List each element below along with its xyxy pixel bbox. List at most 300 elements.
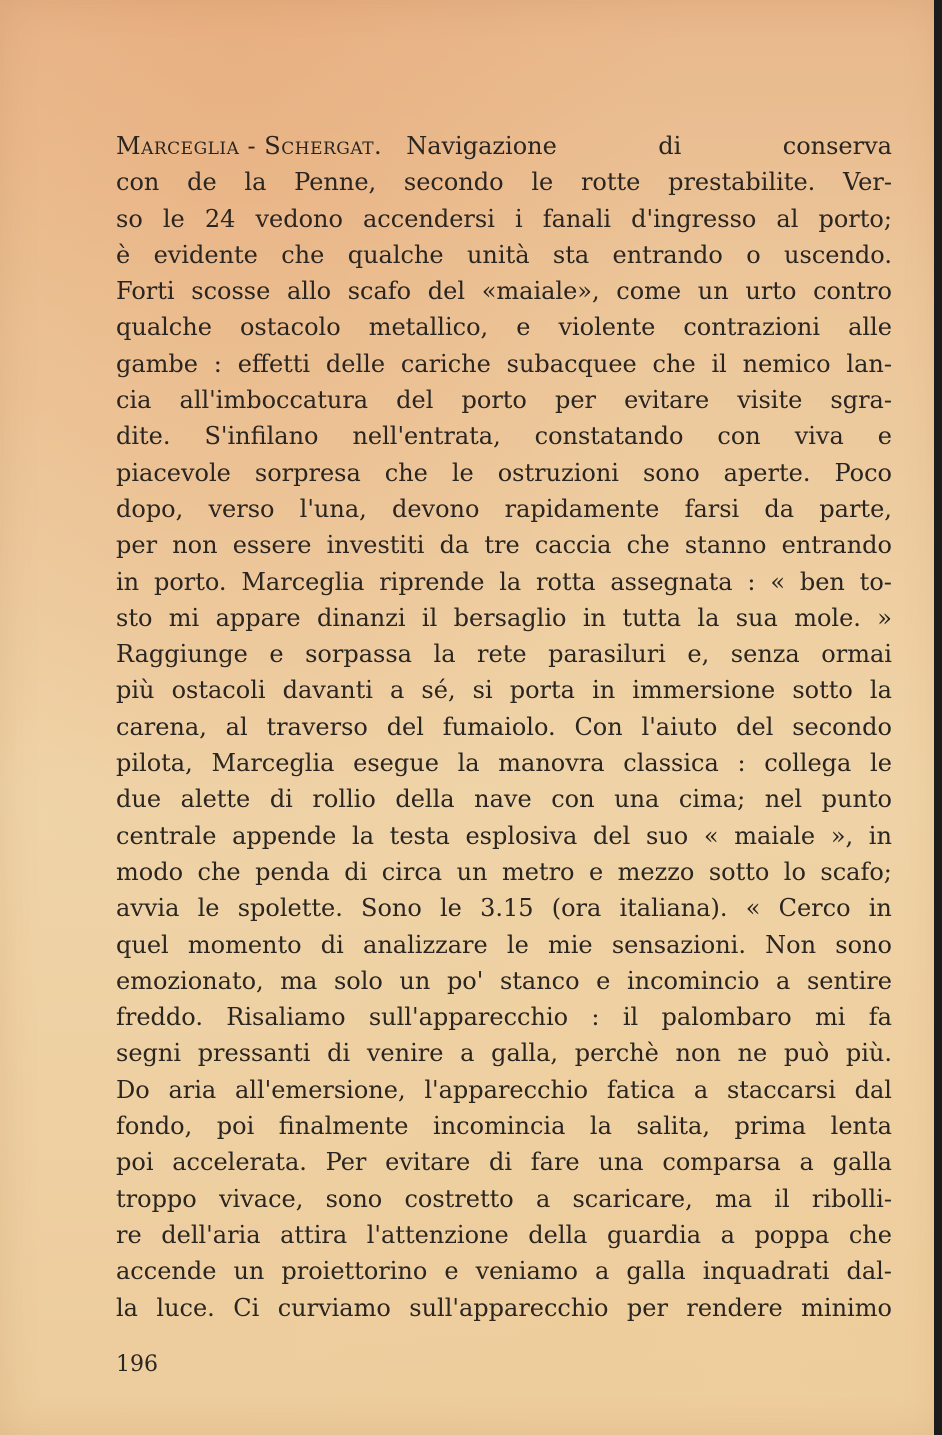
word: appare [215, 603, 301, 632]
text-line [116, 1108, 892, 1144]
word: la [457, 749, 480, 778]
word: dopo, [116, 494, 184, 523]
word: da [439, 531, 470, 560]
word: la [116, 1293, 138, 1322]
word: inquadrati [702, 1257, 830, 1286]
word: classica [623, 749, 719, 778]
word: la [589, 1112, 612, 1141]
word: a [460, 1039, 475, 1068]
word: bersaglio [453, 603, 567, 632]
word: », [830, 821, 854, 850]
word: S'infilano [204, 422, 319, 451]
word: nave [474, 785, 532, 814]
body-text [116, 128, 892, 1326]
word: Penne, [294, 168, 377, 197]
word: in [582, 603, 606, 632]
text-line [116, 745, 892, 781]
word: rollio [312, 785, 376, 814]
word: emozionato, [116, 966, 264, 995]
word: secondo [403, 168, 504, 197]
word: che [626, 531, 670, 560]
word: centrale [116, 821, 217, 850]
word: della [528, 1220, 588, 1249]
text-line [116, 273, 892, 309]
word: fondo, [116, 1112, 193, 1141]
word: mole. [794, 603, 861, 632]
word: accende [116, 1257, 217, 1286]
word: parasiluri [548, 640, 666, 669]
text-line [116, 963, 892, 999]
word: il [421, 603, 438, 632]
word: vedono [255, 204, 343, 233]
word: suo [645, 821, 689, 850]
word: analizzare [363, 930, 488, 959]
text-line [116, 999, 892, 1035]
word: ma [714, 1184, 753, 1213]
word: immersione [632, 676, 776, 705]
word: sono [325, 1184, 383, 1213]
word: farsi [684, 494, 740, 523]
word: di [658, 132, 682, 160]
word: nemico [742, 349, 831, 378]
word: un [697, 277, 729, 306]
word: una [614, 785, 660, 814]
word: Marceglia [211, 749, 335, 778]
word: Ci [233, 1293, 260, 1322]
word: all'imboccatura [179, 386, 369, 415]
word: unità [466, 240, 530, 269]
word: senza [730, 640, 800, 669]
word: Ver- [843, 168, 892, 197]
word: incomincio [626, 966, 760, 995]
word: all'emersione, [234, 1075, 406, 1104]
word: viva [794, 422, 844, 451]
word: cia [116, 386, 152, 415]
word: assegnata [610, 567, 733, 596]
word: finalmente [278, 1112, 409, 1141]
word: accendersi [363, 204, 495, 233]
word: maiale [734, 821, 816, 850]
word: le [451, 458, 474, 487]
text-line [116, 1253, 892, 1289]
word: rapidamente [504, 494, 660, 523]
word: pilota, [116, 749, 193, 778]
word: rotta [536, 567, 596, 596]
word: un [233, 1257, 265, 1286]
word: investiti [326, 531, 425, 560]
word: a [776, 966, 791, 995]
word: in [868, 894, 892, 923]
text-line [116, 781, 892, 817]
word: galla [832, 1148, 892, 1177]
word: Marceglia [241, 567, 365, 596]
text-line [116, 1290, 892, 1326]
text-line [116, 1181, 892, 1217]
word: una [598, 1148, 644, 1177]
word: l'aiuto [641, 712, 718, 741]
word: dell'aria [161, 1220, 261, 1249]
text-line [116, 709, 892, 745]
word: esegue [353, 749, 439, 778]
word: collega [764, 749, 852, 778]
word: lan- [846, 349, 892, 378]
word: di [320, 930, 344, 959]
word: sto [116, 603, 153, 632]
word: luce. [156, 1293, 215, 1322]
text-line [116, 600, 892, 636]
word: prestabilite. [668, 168, 816, 197]
word: mezzo [617, 857, 695, 886]
word: sua [735, 603, 778, 632]
word: visite [737, 386, 803, 415]
word: sé, [421, 676, 456, 705]
word: testa [389, 821, 450, 850]
text-line [116, 455, 892, 491]
word: solo [333, 966, 383, 995]
word: le [870, 749, 892, 778]
word: tre [484, 531, 520, 560]
word: del [396, 386, 434, 415]
word: « [703, 821, 719, 850]
word: to- [859, 567, 892, 596]
word: dal- [846, 1257, 892, 1286]
word: Con [574, 712, 623, 741]
text-line [116, 201, 892, 237]
word: subacquee [506, 349, 637, 378]
word: fumaiolo. [442, 712, 556, 741]
word: nell'entrata, [352, 422, 501, 451]
word: contrazioni [683, 313, 821, 342]
word: a [720, 1220, 735, 1249]
word: la [244, 168, 267, 197]
word: minimo [801, 1293, 892, 1322]
text-line-0 [406, 128, 892, 164]
word: Per [325, 1148, 367, 1177]
word: e [516, 313, 531, 342]
word: la [697, 603, 720, 632]
word: avvia [116, 894, 180, 923]
word: poi [116, 1148, 154, 1177]
word: allo [286, 277, 332, 306]
word: metallico, [368, 313, 489, 342]
word: evidente [153, 240, 258, 269]
word: Poco [834, 458, 892, 487]
word: effetti [237, 349, 311, 378]
word: da [764, 494, 795, 523]
word: ostacolo [239, 313, 341, 342]
word: delle [325, 349, 386, 378]
word: galla [626, 1257, 686, 1286]
text-line [116, 491, 892, 527]
word: scafo; [820, 857, 892, 886]
word: accelerata. [172, 1148, 307, 1177]
word: « [745, 894, 761, 923]
word: sgra- [830, 386, 892, 415]
word: esplosiva [465, 821, 578, 850]
word: le [531, 168, 554, 197]
word: si [472, 676, 493, 705]
word: il [774, 1184, 790, 1213]
word: urto [745, 277, 797, 306]
word: appende [232, 821, 337, 850]
word: le [197, 894, 220, 923]
word: mi [815, 1003, 846, 1032]
word: conserva [782, 132, 892, 160]
word: e [444, 1257, 459, 1286]
word: con [717, 422, 761, 451]
text-line [116, 1144, 892, 1180]
word: carena, [116, 712, 207, 741]
text-line [116, 527, 892, 563]
word: modo [116, 857, 184, 886]
text-line [116, 1072, 892, 1108]
word: porto. [153, 567, 227, 596]
word: qualche [116, 313, 212, 342]
word: stanno [684, 531, 767, 560]
word: : [591, 1003, 600, 1032]
word: dinanzi [316, 603, 406, 632]
word: re [116, 1220, 142, 1249]
word: fa [868, 1003, 892, 1032]
word: traverso [266, 712, 368, 741]
word: Cerco [778, 894, 851, 923]
word: di [488, 1148, 513, 1177]
word: d'ingresso [631, 204, 757, 233]
word: circa [381, 857, 443, 886]
word: spolette. [237, 894, 343, 923]
word: di [327, 1039, 351, 1068]
word: del [427, 277, 466, 306]
word: il [711, 349, 727, 378]
word: dal [854, 1075, 892, 1104]
word: del [593, 821, 631, 850]
word: palombaro [661, 1003, 792, 1032]
text-line [116, 1035, 892, 1071]
word: poppa [754, 1220, 830, 1249]
word: e [588, 857, 604, 886]
word: l'attenzione [366, 1220, 509, 1249]
word: del [386, 712, 424, 741]
word: evitare [624, 386, 710, 415]
text-line [116, 418, 892, 454]
word: Non [765, 930, 817, 959]
word: porto; [818, 204, 892, 233]
word: la [869, 676, 892, 705]
word: momento [187, 930, 302, 959]
word: come [616, 277, 682, 306]
word: metro [501, 857, 575, 886]
word: in [116, 567, 140, 596]
word: alette [180, 785, 251, 814]
word: constatando [534, 422, 684, 451]
word: di [344, 857, 368, 886]
word: mie [548, 930, 593, 959]
word: scosse [191, 277, 271, 306]
word: della [395, 785, 455, 814]
word: Do [116, 1075, 150, 1104]
word: perchè [574, 1039, 659, 1068]
word: costretto [404, 1184, 514, 1213]
word: al [225, 712, 248, 741]
word: comparsa [662, 1148, 781, 1177]
word: fare [530, 1148, 580, 1177]
word: freddo. [116, 1003, 203, 1032]
word: (ora [551, 894, 602, 923]
word: che [384, 458, 428, 487]
word: cariche [400, 349, 491, 378]
word: pressanti [197, 1039, 311, 1068]
word: che [652, 349, 696, 378]
word: il [622, 1003, 639, 1032]
word: ostruzioni [497, 458, 619, 487]
word: sono [642, 458, 700, 487]
word: tutta [622, 603, 682, 632]
word: un [399, 966, 431, 995]
word: porta [509, 676, 575, 705]
text-line [116, 1217, 892, 1253]
word: aria [168, 1075, 217, 1104]
text-line [116, 309, 892, 345]
word: rotte [580, 168, 641, 197]
word: 3.15 [480, 894, 534, 923]
word: : [747, 567, 756, 596]
word: proiettorino [281, 1257, 428, 1286]
word: de [187, 168, 217, 197]
word: che [197, 857, 241, 886]
word: e, [687, 640, 710, 669]
word: la [352, 821, 374, 850]
word: aperte. [723, 458, 811, 487]
word: a [390, 676, 405, 705]
word: e [269, 640, 284, 669]
text-line [116, 636, 892, 672]
opening-names: Marceglia - Schergat. [116, 132, 383, 160]
word: veniamo [475, 1257, 578, 1286]
word: le [506, 930, 529, 959]
word: un [456, 857, 488, 886]
word: attira [280, 1220, 348, 1249]
word: : [213, 349, 222, 378]
word: guardia [607, 1220, 701, 1249]
word: sentire [806, 966, 892, 995]
word: con [116, 168, 160, 197]
word: può [783, 1039, 830, 1068]
word: fanali [542, 204, 612, 233]
word: segni [116, 1039, 182, 1068]
word: in [868, 821, 892, 850]
text-line-first [116, 128, 892, 164]
word: scafo [347, 277, 412, 306]
word: sotto [708, 857, 770, 886]
word: sorpassa [305, 640, 412, 669]
word: 24 [204, 204, 236, 233]
word: sta [552, 240, 590, 269]
word: più [116, 676, 155, 705]
word: stanco [499, 966, 580, 995]
word: che [281, 240, 325, 269]
word: entrando [612, 240, 723, 269]
word: mi [168, 603, 200, 632]
word: Raggiunge [116, 640, 248, 669]
word: con [551, 785, 595, 814]
word: venire [366, 1039, 444, 1068]
text-line [116, 564, 892, 600]
word: so [116, 204, 143, 233]
word: poi [216, 1112, 255, 1141]
word: più. [845, 1039, 892, 1068]
word: salita, [636, 1112, 710, 1141]
word: è [116, 240, 131, 269]
text-line [116, 346, 892, 382]
word: e [877, 422, 892, 451]
word: a [693, 1075, 709, 1104]
word: staccarsi [726, 1075, 836, 1104]
word: evitare [385, 1148, 471, 1177]
word: l'apparecchio [424, 1075, 589, 1104]
word: « [770, 567, 786, 596]
word: sensazioni. [611, 930, 746, 959]
word: prima [734, 1112, 807, 1141]
word: riprende [379, 567, 485, 596]
word: ostacoli [171, 676, 266, 705]
word: contro [813, 277, 892, 306]
word: incomincia [433, 1112, 566, 1141]
word: troppo [116, 1184, 197, 1213]
word: qualche [347, 240, 444, 269]
text-lines [116, 164, 892, 1326]
word: essere [232, 531, 312, 560]
word: uscendo. [784, 240, 892, 269]
word: per [554, 386, 597, 415]
word: » [877, 603, 892, 632]
word: secondo [792, 712, 892, 741]
word: Forti [116, 277, 175, 306]
word: dite. [116, 422, 171, 451]
word: gambe [116, 349, 198, 378]
word: lenta [830, 1112, 892, 1141]
word: ben [799, 567, 845, 596]
word: nel [764, 785, 803, 814]
text-line [116, 854, 892, 890]
word: al [776, 204, 799, 233]
word: ormai [821, 640, 892, 669]
word: fatica [606, 1075, 676, 1104]
word: lo [783, 857, 806, 886]
page-edge-shadow [934, 0, 942, 1435]
word: : [737, 749, 746, 778]
word: o [746, 240, 761, 269]
word: Risaliamo [226, 1003, 346, 1032]
word: i [514, 204, 523, 233]
word: a [595, 1257, 610, 1286]
word: devono [391, 494, 480, 523]
word: non [172, 531, 218, 560]
word: po' [446, 966, 484, 995]
word: davanti [282, 676, 373, 705]
word: Sono [361, 894, 422, 923]
word: ribolli- [811, 1184, 892, 1213]
word: di [269, 785, 293, 814]
text-line [116, 382, 892, 418]
word: sono [835, 930, 892, 959]
word: piacevole [116, 458, 231, 487]
word: italiana). [619, 894, 728, 923]
word: non [675, 1039, 721, 1068]
text-line [116, 927, 892, 963]
word: le [440, 894, 462, 923]
word: alle [848, 313, 892, 342]
word: «maiale», [481, 277, 600, 306]
